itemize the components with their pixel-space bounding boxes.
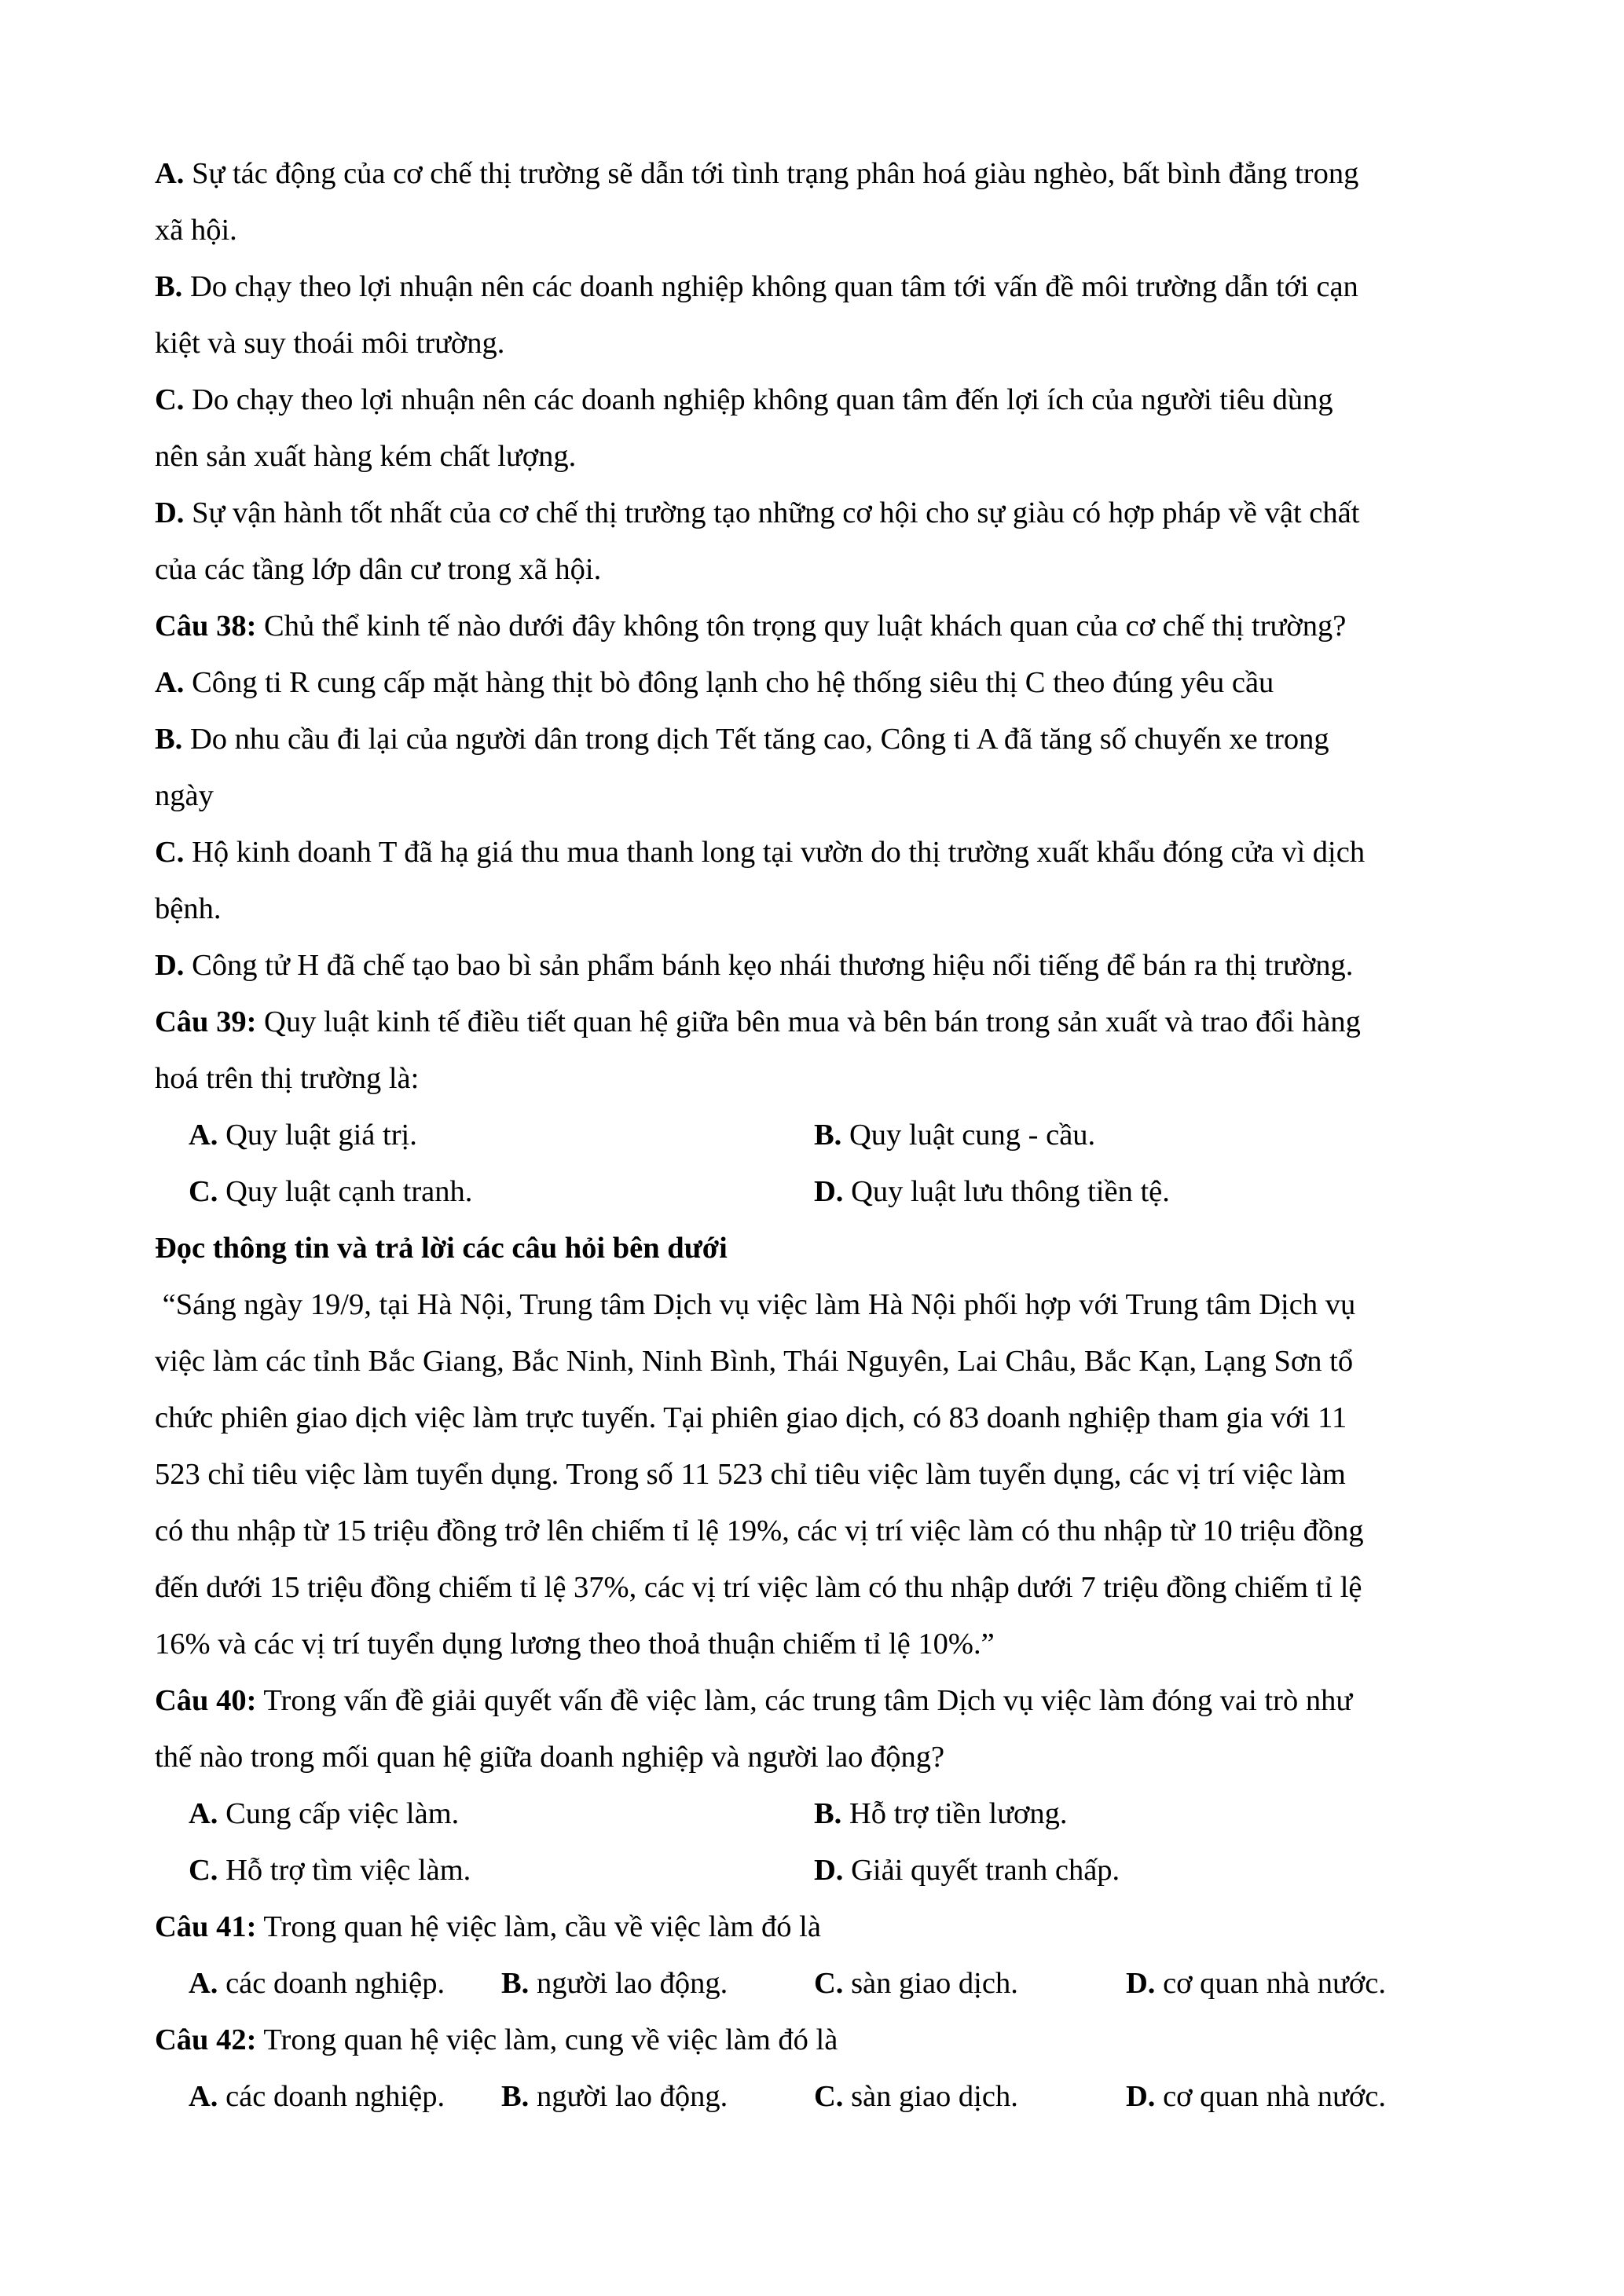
q42-option-b: B. người lao động.: [501, 2080, 728, 2113]
q38-option-b: B. Do nhu cầu đi lại của người dân trong dịch Tết tăng cao, Công ti A đã tăng số chuyến xe trong: [155, 723, 1329, 756]
reading-line: “Sáng ngày 19/9, tại Hà Nội, Trung tâm Dịch vụ việc làm Hà Nội phối hợp với Trung tâm Dịch vụ: [155, 1288, 1356, 1321]
q41-option-d: D. cơ quan nhà nước.: [1126, 1967, 1386, 2000]
reading-line: việc làm các tỉnh Bắc Giang, Bắc Ninh, Ninh Bình, Thái Nguyên, Lai Châu, Bắc Kạn, Lạng Sơn tổ: [155, 1345, 1354, 1378]
q41-question: Câu 41: Trong quan hệ việc làm, cầu về việc làm đó là: [155, 1910, 821, 1943]
q42-option-c: C. sàn giao dịch.: [814, 2080, 1018, 2113]
q37-option-b-cont: kiệt và suy thoái môi trường.: [155, 327, 505, 360]
q42-option-a: A. các doanh nghiệp.: [189, 2080, 445, 2113]
q39-option-b: B. Quy luật cung - cầu.: [814, 1119, 1096, 1152]
q39-question: Câu 39: Quy luật kinh tế điều tiết quan hệ giữa bên mua và bên bán trong sản xuất và trao đổi hàng: [155, 1005, 1361, 1038]
q38-option-b-cont: ngày: [155, 779, 214, 812]
reading-line: đến dưới 15 triệu đồng chiếm tỉ lệ 37%, các vị trí việc làm có thu nhập dưới 7 triệu đồng chiếm tỉ lệ: [155, 1571, 1362, 1604]
q37-option-d-cont: của các tầng lớp dân cư trong xã hội.: [155, 553, 602, 586]
q37-option-b: B. Do chạy theo lợi nhuận nên các doanh nghiệp không quan tâm tới vấn đề môi trường dẫn tới cạn: [155, 270, 1358, 303]
q41-option-c: C. sàn giao dịch.: [814, 1967, 1018, 2000]
q38-question: Câu 38: Chủ thể kinh tế nào dưới đây không tôn trọng quy luật khách quan của cơ chế thị trường?: [155, 610, 1347, 643]
q37-option-d: D. Sự vận hành tốt nhất của cơ chế thị trường tạo những cơ hội cho sự giàu có hợp pháp về vật chất: [155, 496, 1360, 529]
q39-option-a: A. Quy luật giá trị.: [189, 1119, 417, 1152]
reading-line: chức phiên giao dịch việc làm trực tuyến. Tại phiên giao dịch, có 83 doanh nghiệp tham gia với 11: [155, 1401, 1347, 1434]
q40-question: Câu 40: Trong vấn đề giải quyết vấn đề việc làm, các trung tâm Dịch vụ việc làm đóng vai trò như: [155, 1684, 1353, 1717]
q40-option-c: C. Hỗ trợ tìm việc làm.: [189, 1854, 471, 1887]
q40-option-a: A. Cung cấp việc làm.: [189, 1797, 460, 1830]
q38-option-c-cont: bệnh.: [155, 892, 222, 925]
q42-question: Câu 42: Trong quan hệ việc làm, cung về việc làm đó là: [155, 2023, 838, 2056]
q40-option-b: B. Hỗ trợ tiền lương.: [814, 1797, 1068, 1830]
q37-option-c: C. Do chạy theo lợi nhuận nên các doanh nghiệp không quan tâm đến lợi ích của người tiêu dùng: [155, 383, 1333, 416]
q37-option-a-cont: xã hội.: [155, 214, 237, 247]
reading-heading: Đọc thông tin và trả lời các câu hỏi bên dưới: [155, 1232, 728, 1265]
q38-option-a: A. Công ti R cung cấp mặt hàng thịt bò đông lạnh cho hệ thống siêu thị C theo đúng yêu cầu: [155, 666, 1274, 699]
q42-option-d: D. cơ quan nhà nước.: [1126, 2080, 1386, 2113]
q39-option-d: D. Quy luật lưu thông tiền tệ.: [814, 1175, 1170, 1208]
q37-option-a: A. Sự tác động của cơ chế thị trường sẽ dẫn tới tình trạng phân hoá giàu nghèo, bất bình đẳng trong: [155, 157, 1359, 190]
reading-line: 523 chỉ tiêu việc làm tuyển dụng. Trong số 11 523 chỉ tiêu việc làm tuyển dụng, các vị trí việc làm: [155, 1458, 1346, 1491]
q40-option-d: D. Giải quyết tranh chấp.: [814, 1854, 1120, 1887]
q38-option-d: D. Công tử H đã chế tạo bao bì sản phẩm bánh kẹo nhái thương hiệu nổi tiếng để bán ra thị trường.: [155, 949, 1354, 982]
q41-option-a: A. các doanh nghiệp.: [189, 1967, 445, 2000]
q37-option-c-cont: nên sản xuất hàng kém chất lượng.: [155, 440, 577, 473]
reading-line: có thu nhập từ 15 triệu đồng trở lên chiếm tỉ lệ 19%, các vị trí việc làm có thu nhập từ 10 triệu đồng: [155, 1514, 1364, 1547]
q38-option-c: C. Hộ kinh doanh T đã hạ giá thu mua thanh long tại vườn do thị trường xuất khẩu đóng cửa vì dịch: [155, 836, 1366, 869]
q39-question-cont: hoá trên thị trường là:: [155, 1062, 420, 1095]
q41-option-b: B. người lao động.: [501, 1967, 728, 2000]
reading-line: 16% và các vị trí tuyển dụng lương theo thoả thuận chiếm tỉ lệ 10%.”: [155, 1628, 995, 1661]
q40-question-cont: thế nào trong mối quan hệ giữa doanh nghiệp và người lao động?: [155, 1741, 945, 1774]
q39-option-c: C. Quy luật cạnh tranh.: [189, 1175, 473, 1208]
